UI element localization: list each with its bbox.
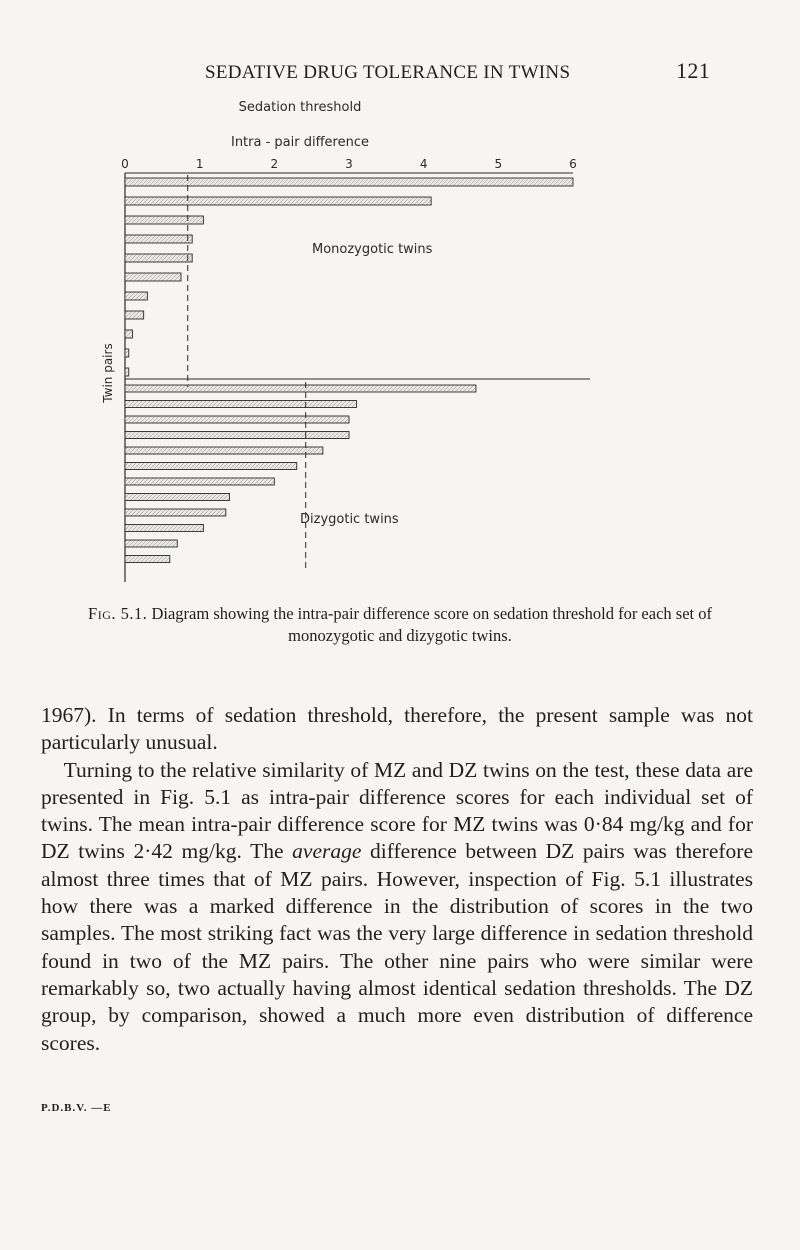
page-number: 121 [676,58,710,83]
mz-bars [125,178,573,376]
bar [125,292,147,300]
dz-group-label: Dizygotic twins [300,512,399,527]
bar [125,349,129,357]
x-tick-label: 5 [494,157,503,171]
caption-text: Diagram showing the intra-pair difference score on sedation threshold for each set of monozygotic and dizygotic twins. [151,604,712,645]
running-head [205,58,710,84]
dz-bars [125,385,476,563]
emphasis-average: average [292,839,362,864]
bar [125,432,349,439]
figure-title-line-2: Intra - pair difference [230,135,370,150]
mz-group-label: Monozygotic twins [312,242,433,257]
bar [125,385,476,392]
paragraph-2 [41,757,753,1057]
bar [125,401,356,408]
bar [125,540,177,547]
bar [125,330,132,338]
figure-title-line-1: Sedation threshold [238,100,362,115]
bar [125,509,226,516]
paragraph-2-part-1: Turning to the relative similarity of MZ and DZ twins on the test, these data are presented in Fig. 5.1 as intra-pair difference scores for each individual set of twins. The mean intra-pair difference score for MZ twins was 0·84 mg/kg and for DZ twins 2·42 mg/kg. The [41,757,753,864]
bar [125,311,144,319]
bar [125,525,203,532]
x-axis-ticks [121,157,577,171]
running-title: SEDATIVE DRUG TOLERANCE IN TWINS [205,62,571,83]
x-tick-label: 3 [345,157,353,171]
bar [125,416,349,423]
bar [125,556,170,563]
paragraph-2-part-2: difference between DZ pairs was therefore almost three times that of MZ pairs. However, inspection of Fig. 5.1 illustrates how there was a marked difference in the distribution of scores in the two samples. The most striking fact was the very large difference in sedation threshold found in two of the MZ pairs. The other nine pairs who were similar were remarkably so, two actually having almost identical sedation thresholds. The DZ group, by comparison, showed a much more even distribution of difference scores. [41,839,753,1055]
figure-caption [66,603,734,647]
body-text [41,702,753,1057]
bar [125,254,192,262]
paragraph-1: 1967). In terms of sedation threshold, therefore, the present sample was not particularly unusual. [41,703,753,755]
bar [125,494,230,501]
signature-mark: P.D.B.V. —E [41,1102,112,1114]
caption-label: Fig. 5.1. [88,604,148,623]
bar [125,235,192,243]
bar [125,463,297,470]
bar [125,273,181,281]
bar [125,216,203,224]
bar [125,368,129,376]
bar [125,178,573,186]
x-tick-label: 2 [270,157,279,171]
x-tick-label: 6 [569,157,577,171]
x-tick-label: 0 [121,157,129,171]
x-tick-label: 4 [419,157,428,171]
bar [125,447,323,454]
figure-5-1 [100,95,620,595]
bar [125,478,274,485]
y-axis-label: Twin pairs [101,343,115,403]
bar [125,197,431,205]
x-tick-label: 1 [195,157,204,171]
